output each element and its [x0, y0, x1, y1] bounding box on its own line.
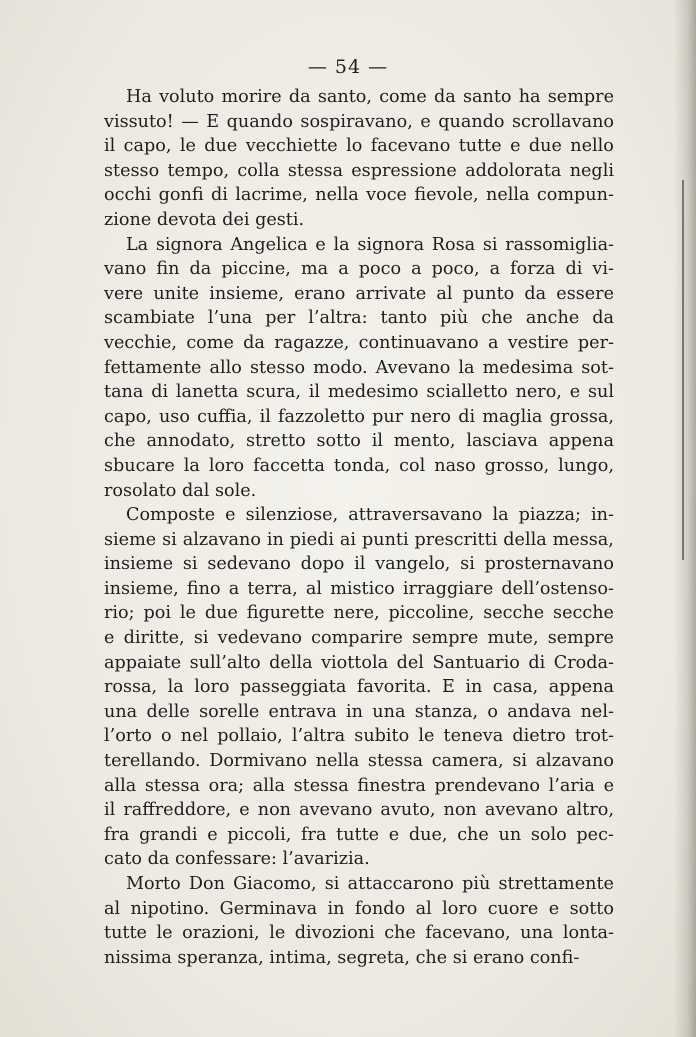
text-line: e diritte, si vedevano comparire sempre mute, sempre [104, 628, 614, 649]
page-number: — 54 — [307, 56, 389, 78]
text-line: terellando. Dormivano nella stessa camera, si alzavano [104, 751, 614, 772]
text-line: fettamente allo stesso modo. Avevano la medesima sot- [104, 357, 614, 378]
text-line: al nipotino. Germinava in fondo al loro cuore e sotto [104, 898, 614, 919]
text-line: vere unite insieme, erano arrivate al punto da essere [104, 283, 614, 304]
page-edge-line [682, 180, 684, 560]
text-line: il raffreddore, e non avevano avuto, non avevano altro, [104, 800, 614, 821]
text-line: vecchie, come da ragazze, continuavano a vestire per- [104, 332, 614, 353]
text-line: insieme si sedevano dopo il vangelo, si prosternavano [104, 554, 614, 575]
text-line: il capo, le due vecchiette lo facevano tutte e due nello [104, 136, 614, 157]
text-line: capo, uso cuffia, il fazzoletto pur nero di maglia grossa, [104, 406, 614, 427]
text-line: nissima speranza, intima, segreta, che si erano confi- [104, 947, 580, 968]
text-line: vissuto! — E quando sospiravano, e quando scrollavano [104, 111, 614, 132]
text-line: scambiate l’una per l’altra: tanto più che anche da [104, 308, 614, 329]
text-line: Ha voluto morire da santo, come da santo ha sempre [126, 87, 614, 107]
text-line: sbucare la loro faccetta tonda, col naso grosso, lungo, [104, 455, 614, 476]
text-line: tutte le orazioni, le divozioni che facevano, una lonta- [104, 923, 614, 944]
text-line: rio; poi le due figurette nere, piccoline, secche secche [104, 603, 614, 624]
text-line: Morto Don Giacomo, si attaccarono più strettamente [126, 874, 614, 894]
text-line: cato da confessare: l’avarizia. [104, 849, 370, 870]
text-line: vano fin da piccine, ma a poco a poco, a forza di vi- [104, 259, 614, 280]
text-line: La signora Angelica e la signora Rosa si rassomiglia- [126, 234, 614, 255]
text-line: Composte e silenziose, attraversavano la piazza; in- [126, 505, 614, 526]
text-line: zione devota dei gesti. [104, 209, 305, 230]
text-line: stesso tempo, colla stessa espressione addolorata negli [104, 160, 614, 181]
text-line: rossa, la loro passeggiata favorita. E in casa, appena [104, 677, 614, 698]
text-line: rosolato dal sole. [104, 480, 257, 501]
text-line: fra grandi e piccoli, fra tutte e due, che un solo pec- [104, 824, 614, 845]
text-line: che annodato, stretto sotto il mento, lasciava appena [104, 431, 614, 452]
text-line: sieme si alzavano in piedi ai punti prescritti della messa, [104, 529, 614, 550]
text-line: insieme, fino a terra, al mistico irraggiare dell’ostenso- [104, 578, 614, 599]
text-line: alla stessa ora; alla stessa finestra prendevano l’aria e [104, 775, 614, 796]
page-edge-shadow [674, 0, 696, 1037]
text-line: occhi gonfi di lacrime, nella voce fievole, nella compun- [104, 185, 614, 206]
body-text [104, 85, 614, 970]
text-line: l’orto o nel pollaio, l’altra subito le teneva dietro trot- [104, 726, 614, 747]
text-line: tana di lanetta scura, il medesimo scialletto nero, e sul [104, 382, 614, 403]
text-line: una delle sorelle entrava in una stanza, o andava nel- [104, 701, 614, 722]
text-line: appaiate sull’alto della viottola del Santuario di Croda- [104, 652, 614, 673]
